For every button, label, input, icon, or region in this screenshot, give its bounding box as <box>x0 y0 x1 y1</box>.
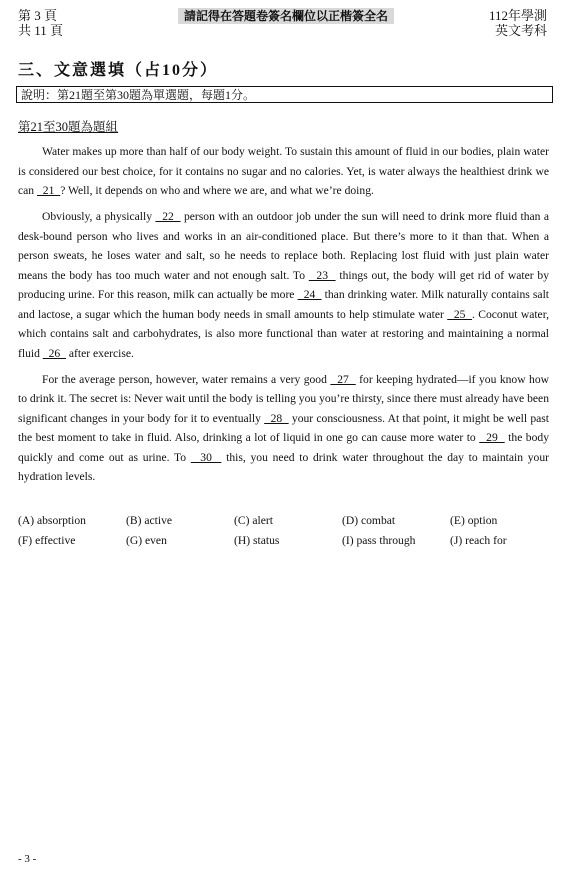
passage-text: things out, the body will get rid of water by producing urine. For this reason, milk can actually be more <box>18 268 549 301</box>
option-item: (J) reach for <box>450 534 507 547</box>
option-item: (D) combat <box>342 514 396 527</box>
page-number: 第 3 頁 <box>18 8 58 23</box>
answer-blank: 29 <box>479 431 505 444</box>
passage-text: person with an outdoor job under the sun will need to drink more fluid than a desk-bound person who lives and works in an air-conditioned place. But there’s more to it than that. When a person sweats, he loses water and salt, so he needs to replace both. Replacing lost fluid with just plain water means the body has too much water and not enough salt. To <box>18 210 550 282</box>
option-item: (I) pass through <box>342 534 416 547</box>
option-item: (F) effective <box>18 534 76 547</box>
passage-text: this, you need to drink water throughout the day to maintain your hydration levels. <box>18 450 549 483</box>
passage-text: ? Well, it depends on who and where we are, and what we’re doing. <box>60 184 374 197</box>
option-row <box>18 511 558 531</box>
section-title: 三、文意選填（占10分） <box>18 62 219 79</box>
option-item: (A) absorption <box>18 514 86 527</box>
answer-blank: 21 <box>37 184 61 197</box>
option-item: (H) status <box>234 534 280 547</box>
option-item: (C) alert <box>234 514 273 527</box>
answer-blank: 28 <box>264 411 289 425</box>
header-left <box>18 8 63 38</box>
passage-paragraph <box>18 207 549 363</box>
instruction-box: 說明：第21題至第30題為單選題，每題1分。 <box>16 86 553 103</box>
passage-text: for keeping hydrated—if you know how to drink it. The secret is: Never wait until the body is telling you you’re thirsty, since there must already have been significant changes in your body for it to eventually <box>18 372 550 425</box>
option-item: (E) option <box>450 514 498 527</box>
passage-text: For the average person, however, water remains a very good <box>42 372 331 386</box>
signature-notice: 請記得在答題卷簽名欄位以正楷簽全名 <box>178 8 394 24</box>
page-total: 共 11 頁 <box>18 23 64 38</box>
passage-text: Obviously, a physically <box>42 210 156 223</box>
page-footer: - 3 - <box>18 853 37 865</box>
exam-year: 112年學測 <box>488 8 547 23</box>
option-item: (G) even <box>126 534 167 547</box>
answer-blank: 24 <box>297 288 322 301</box>
answer-blank: 30 <box>190 450 222 464</box>
passage-text: Water makes up more than half of our body weight. To sustain this amount of fluid in our bodies, plain water is considered our best choice, for it contains no sugar and no calories. Yet, is water always the healthiest drink we can <box>18 145 549 197</box>
option-row <box>18 531 558 551</box>
passage-paragraph <box>18 142 549 201</box>
passage-text: after exercise. <box>65 346 134 360</box>
passage-text: the body quickly and come out as urine. To <box>18 431 549 464</box>
passage <box>18 142 549 493</box>
exam-subject: 英文考科 <box>494 23 547 38</box>
option-item: (B) active <box>126 514 173 527</box>
passage-text: your consciousness. At that point, it might be well past the best moment to take in fluid. Also, drinking a lot of liquid in one go can cause more water to <box>18 411 550 444</box>
passage-text: than drinking water. Milk naturally contains salt and lactose, a sugar which the human body needs in small amounts to help stimulate water <box>18 288 550 321</box>
answer-blank: 25 <box>447 307 473 321</box>
question-group-label: 第21至30題為題組 <box>18 120 119 134</box>
header-right <box>489 8 547 38</box>
answer-blank: 23 <box>308 268 336 282</box>
passage-text: . Coconut water, which contains salt and carbohydrates, is also more functional than water at restoring and maintaining a normal fluid <box>18 307 550 360</box>
answer-blank: 26 <box>42 346 66 360</box>
answer-blank: 27 <box>330 372 356 386</box>
option-list <box>18 511 558 551</box>
passage-paragraph <box>18 370 549 487</box>
answer-blank: 22 <box>155 210 181 223</box>
